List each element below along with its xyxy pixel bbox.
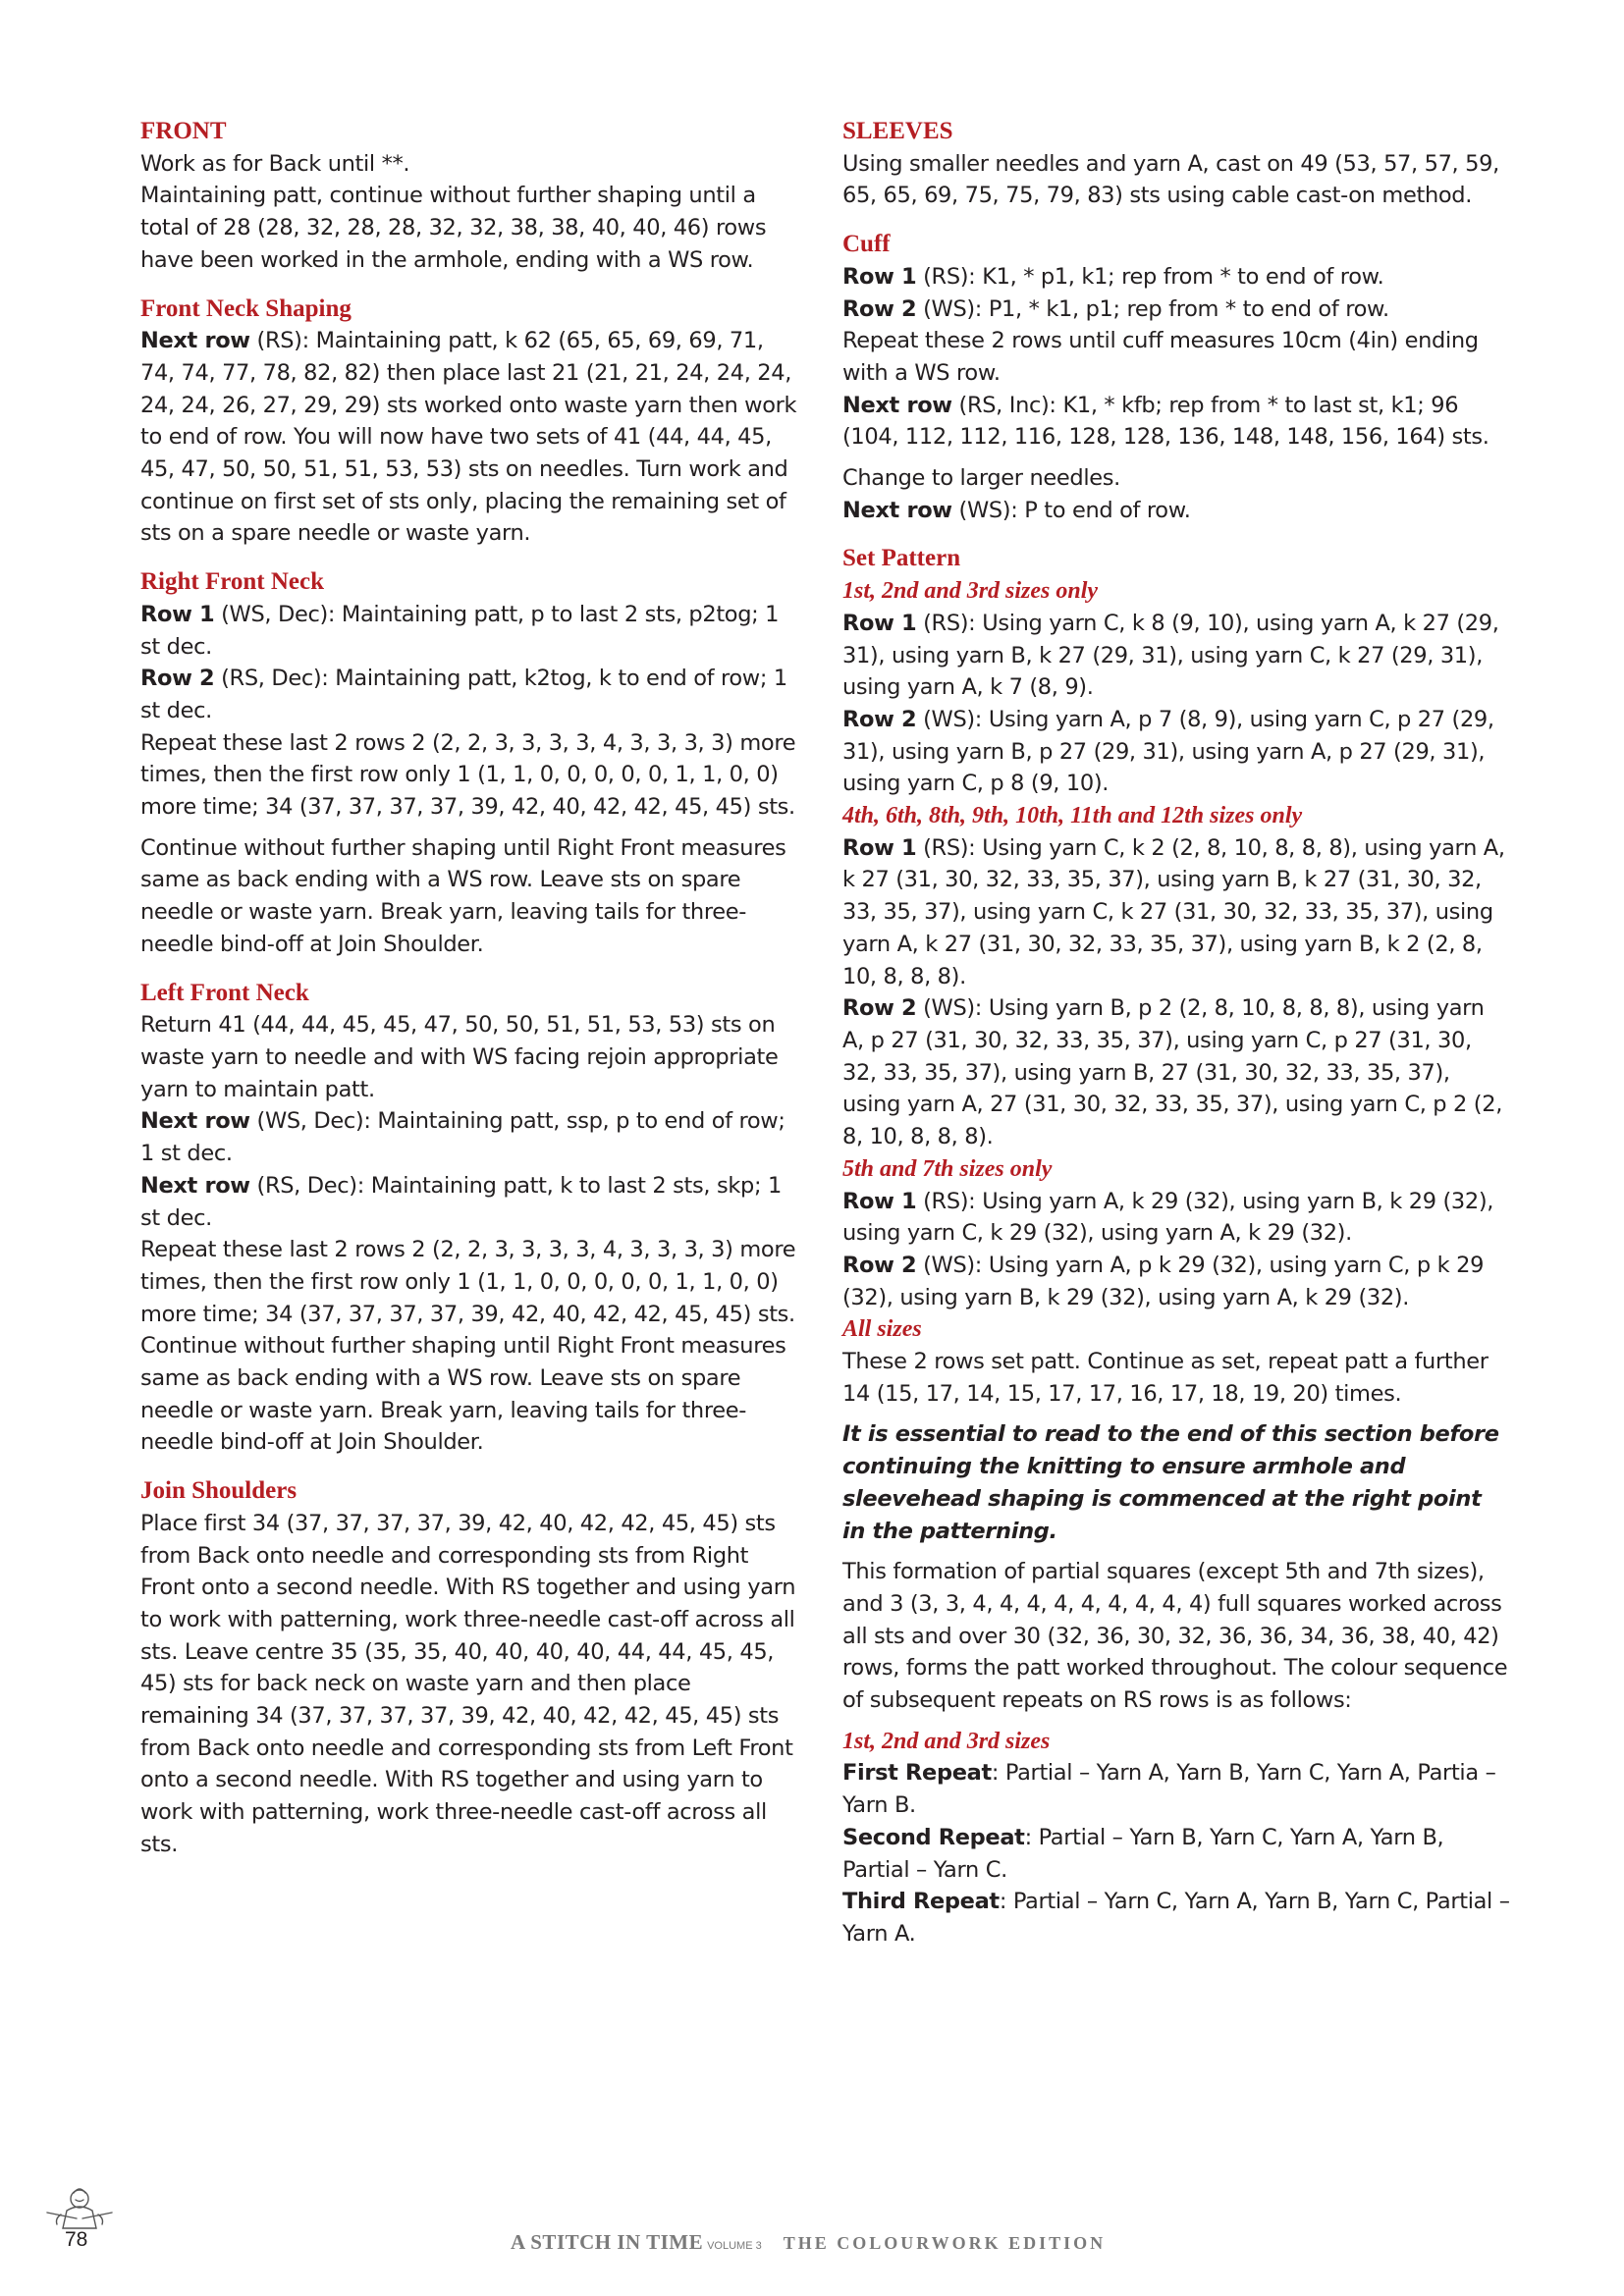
row-label: Second Repeat: [842, 1824, 1025, 1850]
instruction-paragraph: [140, 1170, 798, 1234]
row-label: Third Repeat: [842, 1889, 1000, 1915]
section-heading: FRONT: [140, 118, 227, 144]
instruction-text: (WS): P to end of row.: [951, 497, 1191, 523]
instruction-text: (WS): Using yarn A, p 7 (8, 9), using yarn C, p 27 (29, 31), using yarn B, p 27 (29, 31), using yarn A, p 27 (29, 31), using yarn C, p 8 (9, 10).: [842, 706, 1494, 797]
size-subheading: 1st, 2nd and 3rd sizes only: [842, 578, 1099, 605]
row-label: Row 1: [842, 610, 917, 636]
instruction-paragraph: [842, 608, 1510, 704]
instruction-text: (WS): Using yarn A, p k 29 (32), using yarn C, p k 29 (32), using yarn B, k 29 (32), using yarn A, k 29 (32).: [842, 1252, 1485, 1310]
right-column: [842, 116, 1510, 1950]
row-label: Next row: [140, 1172, 250, 1199]
instruction-text: This formation of partial squares (except 5th and 7th sizes), and 3 (3, 3, 4, 4, 4, 4, 4, 4, 4, 4, 4) full squares worked across all sts and over 30 (32, 36, 30, 32, 36, 36, 34, 36, 38, 40, 42) rows, forms the patt worked throughout. The colour sequence of subsequent repeats on RS rows is as follows:: [842, 1559, 1508, 1714]
instruction-paragraph: [842, 261, 1510, 294]
instruction-paragraph: [140, 1234, 798, 1330]
page-footer: [0, 2228, 1624, 2268]
row-label: First Repeat: [842, 1760, 992, 1787]
instruction-paragraph: [842, 148, 1510, 212]
instruction-text: (RS, Dec): Maintaining patt, k2tog, k to end of row; 1 st dec.: [140, 666, 787, 723]
row-label: Row 1: [842, 834, 917, 861]
instruction-text: Change to larger needles.: [842, 465, 1120, 492]
instruction-paragraph: [140, 832, 798, 961]
instruction-paragraph: [140, 1330, 798, 1459]
instruction-text: (RS): Using yarn C, k 8 (9, 10), using yarn A, k 27 (29, 31), using yarn B, k 27 (29, 31), using yarn C, k 27 (29, 31), using yarn A, k 7 (8, 9).: [842, 610, 1499, 701]
instruction-paragraph: [140, 180, 798, 276]
spacer: [140, 824, 798, 832]
section-heading: Set Pattern: [842, 545, 961, 572]
size-subheading: 1st, 2nd and 3rd sizes: [842, 1728, 1051, 1754]
spacer: [140, 277, 798, 294]
spacer: [842, 1410, 1510, 1418]
publication-title: A STITCH IN TIME: [511, 2230, 704, 2254]
section-heading: Cuff: [842, 231, 891, 258]
instruction-text: Maintaining patt, continue without further shaping until a total of 28 (28, 32, 28, 28, 32, 32, 38, 38, 40, 40, 46) rows have been worked in the armhole, ending with a WS row.: [140, 183, 767, 273]
spacer: [842, 212, 1510, 229]
instruction-text: (WS, Dec): Maintaining patt, ssp, p to end of row; 1 st dec.: [140, 1108, 785, 1167]
instruction-paragraph: [140, 325, 798, 550]
size-subheading: 5th and 7th sizes only: [842, 1155, 1053, 1182]
instruction-paragraph: [842, 294, 1510, 326]
instruction-text: (WS): Using yarn B, p 2 (2, 8, 10, 8, 8, 8), using yarn A, p 27 (31, 30, 32, 33, 35, 37), using yarn C, p 27 (31, 30, 32, 33, 35, 37), using yarn B, 27 (31, 30, 32, 33, 35, 37), using yarn A, 27 (31, 30, 32, 33, 35, 37), using yarn C, p 2 (2, 8, 10, 8, 8, 8).: [842, 995, 1503, 1150]
size-subheading: All sizes: [842, 1316, 922, 1343]
section-heading: Front Neck Shaping: [140, 294, 352, 322]
instruction-paragraph: [140, 727, 798, 824]
instruction-text: (RS): Maintaining patt, k 62 (65, 65, 69, 69, 71, 74, 74, 77, 78, 82, 82) then place last 21 (21, 21, 24, 24, 24, 24, 24, 26, 27, 29, 29) sts worked onto waste yarn then work to end of row. You will now have two sets of 41 (44, 44, 45, 45, 47, 50, 50, 51, 51, 53, 53) sts on needles. Turn work and continue on first set of sts only, placing the remaining set of sts on a spare needle or waste yarn.: [140, 328, 797, 547]
instruction-text: Repeat these 2 rows until cuff measures 10cm (4in) ending with a WS row.: [842, 328, 1479, 386]
instruction-text: Return 41 (44, 44, 45, 45, 47, 50, 50, 51, 51, 53, 53) sts on waste yarn to needle and with WS facing rejoin appropriate yarn to maintain patt.: [140, 1012, 779, 1102]
instruction-paragraph: [842, 495, 1510, 527]
row-label: Row 2: [842, 295, 917, 322]
instruction-paragraph: [842, 1186, 1510, 1250]
spacer: [140, 961, 798, 978]
instruction-text: Using smaller needles and yarn A, cast on 49 (53, 57, 57, 59, 65, 65, 69, 75, 75, 79, 83) sts using cable cast-on method.: [842, 150, 1499, 209]
section-heading: Left Front Neck: [140, 979, 309, 1006]
spacer: [842, 454, 1510, 462]
row-label: Row 2: [842, 706, 917, 732]
instruction-text: : Partial – Yarn A, Yarn B, Yarn C, Yarn A, Partia – Yarn B.: [842, 1760, 1496, 1819]
instruction-paragraph: [842, 704, 1510, 800]
publication-volume: VOLUME 3: [707, 2240, 762, 2252]
spacer: [140, 1459, 798, 1475]
left-column: [140, 116, 798, 1861]
row-label: Next row: [140, 328, 250, 354]
instruction-text: Place first 34 (37, 37, 37, 37, 39, 42, 40, 42, 42, 45, 45) sts from Back onto needle and corresponding sts from Right Front onto a second needle. With RS together and using yarn to work with patterning, work three-needle cast-off across all sts. Leave centre 35 (35, 35, 40, 40, 40, 40, 44, 44, 45, 45, 45) sts for back neck on waste yarn and then place remaining 34 (37, 37, 37, 37, 39, 42, 40, 42, 42, 45, 45) sts from Back onto needle and corresponding sts from Left Front onto a second needle. With RS together and using yarn to work with patterning, work three-needle cast-off across all sts.: [140, 1510, 796, 1857]
row-label: Next row: [842, 392, 952, 418]
instruction-text: (RS): Using yarn A, k 29 (32), using yarn B, k 29 (32), using yarn C, k 29 (32), using yarn A, k 29 (32).: [842, 1188, 1494, 1247]
instruction-paragraph: [842, 325, 1510, 389]
instruction-text: Continue without further shaping until Right Front measures same as back ending with a WS row. Leave sts on spare needle or waste yarn. Break yarn, leaving tails for three-needle bind-off at Join Shoulder.: [140, 1333, 786, 1456]
knitter-mascot-icon: [39, 2185, 120, 2232]
instruction-paragraph: [140, 599, 798, 663]
spacer: [842, 1547, 1510, 1556]
row-label: Row 2: [842, 995, 917, 1022]
instruction-paragraph: [842, 390, 1510, 454]
running-title: [511, 2230, 1106, 2255]
size-subheading: 4th, 6th, 8th, 9th, 10th, 11th and 12th sizes only: [842, 803, 1303, 829]
instruction-text: Repeat these last 2 rows 2 (2, 2, 3, 3, 3, 3, 4, 3, 3, 3, 3) more times, then the first row only 1 (1, 1, 0, 0, 0, 0, 0, 1, 1, 0, 0) more time; 34 (37, 37, 37, 37, 39, 42, 40, 42, 42, 45, 45) sts.: [140, 729, 796, 821]
instruction-text: These 2 rows set patt. Continue as set, repeat patt a further 14 (15, 17, 14, 15, 17, 17, 16, 17, 18, 19, 20) times.: [842, 1349, 1489, 1407]
row-label: Row 1: [842, 263, 917, 290]
spacer: [842, 1717, 1510, 1726]
instruction-text: Continue without further shaping until Right Front measures same as back ending with a WS row. Leave sts on spare needle or waste yarn. Break yarn, leaving tails for three-needle bind-off at Join Shoulder.: [140, 834, 786, 957]
instruction-text: (WS, Dec): Maintaining patt, p to last 2 sts, p2tog; 1 st dec.: [140, 601, 780, 660]
instruction-paragraph: [842, 832, 1510, 993]
row-label: Next row: [842, 497, 952, 523]
instruction-paragraph: [140, 148, 798, 181]
important-note: It is essential to read to the end of this section before continuing the knitting to ensure armhole and sleevehead shaping is commenced at the right point in the patterning.: [842, 1421, 1499, 1544]
instruction-paragraph: [842, 1346, 1510, 1410]
instruction-paragraph: [140, 1009, 798, 1105]
instruction-paragraph: [140, 1508, 798, 1861]
row-label: Next row: [140, 1108, 250, 1135]
instruction-paragraph: [140, 1105, 798, 1169]
publication-edition: THE COLOURWORK EDITION: [783, 2233, 1107, 2253]
row-label: Row 1: [140, 601, 215, 627]
instruction-paragraph: [842, 1757, 1510, 1821]
instruction-paragraph: [842, 462, 1510, 495]
instruction-paragraph: [842, 1822, 1510, 1886]
instruction-paragraph: [842, 1886, 1510, 1949]
instruction-paragraph: [842, 1556, 1510, 1717]
section-heading: Join Shoulders: [140, 1477, 298, 1505]
instruction-text: : Partial – Yarn B, Yarn C, Yarn A, Yarn B, Partial – Yarn C.: [842, 1824, 1444, 1883]
instruction-paragraph: [140, 663, 798, 726]
instruction-text: Repeat these last 2 rows 2 (2, 2, 3, 3, 3, 3, 4, 3, 3, 3, 3) more times, then the first row only 1 (1, 1, 0, 0, 0, 0, 0, 1, 1, 0, 0) more time; 34 (37, 37, 37, 37, 39, 42, 40, 42, 42, 45, 45) sts.: [140, 1237, 796, 1327]
instruction-text: (RS): K1, * p1, k1; rep from * to end of row.: [916, 263, 1384, 290]
row-label: Row 2: [140, 666, 215, 692]
row-label: Row 2: [842, 1252, 917, 1278]
page-number: 78: [65, 2228, 88, 2251]
instruction-paragraph: [842, 992, 1510, 1153]
instruction-text: (RS, Inc): K1, * kfb; rep from * to last st, k1; 96 (104, 112, 112, 116, 128, 128, 136, 148, 148, 156, 164) sts.: [842, 392, 1489, 451]
row-label: Row 1: [842, 1188, 917, 1214]
instruction-text: (WS): P1, * k1, p1; rep from * to end of row.: [916, 295, 1389, 322]
instruction-text: (RS): Using yarn C, k 2 (2, 8, 10, 8, 8, 8), using yarn A, k 27 (31, 30, 32, 33, 35, 37), using yarn B, k 27 (31, 30, 32, 33, 35, 37), using yarn C, k 27 (31, 30, 32, 33, 35, 37), using yarn A, k 27 (31, 30, 32, 33, 35, 37), using yarn B, k 2 (2, 8, 10, 8, 8, 8).: [842, 834, 1505, 989]
section-heading: Right Front Neck: [140, 568, 325, 596]
spacer: [140, 550, 798, 566]
spacer: [842, 526, 1510, 543]
instruction-text: (RS, Dec): Maintaining patt, k to last 2 sts, skp; 1 st dec.: [140, 1172, 782, 1231]
section-heading: SLEEVES: [842, 118, 953, 144]
instruction-text: Work as for Back until **.: [140, 150, 410, 177]
instruction-paragraph: [842, 1250, 1510, 1313]
instruction-text: : Partial – Yarn C, Yarn A, Yarn B, Yarn C, Partial – Yarn A.: [842, 1889, 1510, 1947]
